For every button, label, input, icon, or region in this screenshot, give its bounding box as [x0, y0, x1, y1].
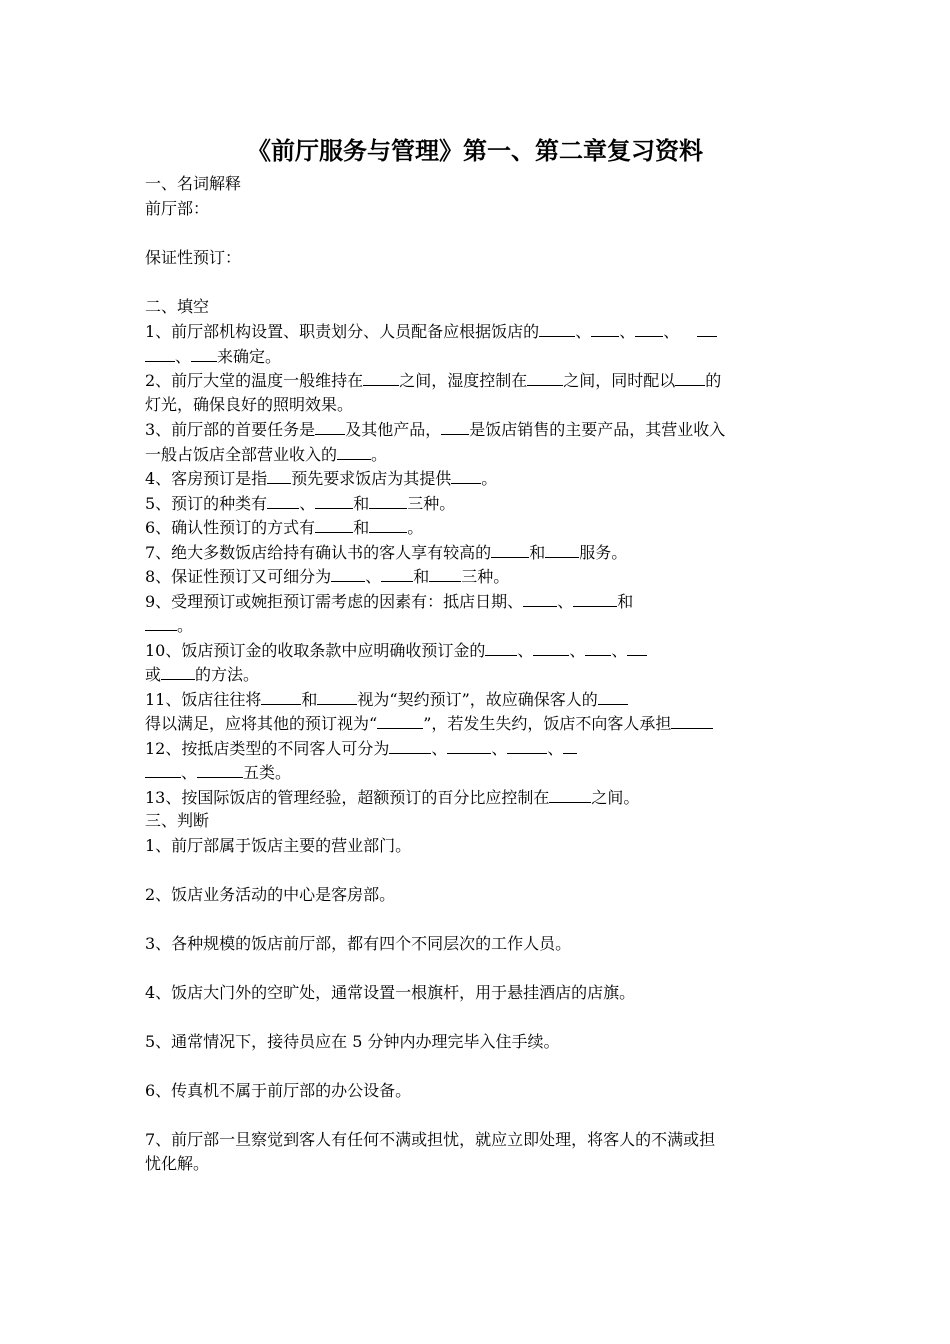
- fill-question-9-cont: 。: [145, 613, 825, 638]
- page-title: 《前厅服务与管理》第一、第二章复习资料: [247, 136, 703, 165]
- fill-question-4: 4、客房预订是指 预先要求饭店为其提供 。: [145, 466, 825, 491]
- section-heading-fill-in: 二、填空: [145, 296, 210, 316]
- section-heading-definitions: 一、名词解释: [145, 174, 242, 193]
- judge-item-7-cont: 忧化解。: [145, 1154, 210, 1173]
- fill-question-2-cont: 灯光，确保良好的照明效果。: [145, 394, 354, 414]
- fill-question-9: 9、受理预订或婉拒预订需考虑的因素有：抵店日期、 、 和: [145, 589, 825, 614]
- fill-question-2: 2、前厅大堂的温度一般维持在 之间，湿度控制在 之间，同时配以 的: [145, 368, 825, 393]
- judge-item-6: 6、传真机不属于前厅部的办公设备。: [145, 1080, 412, 1100]
- judge-item-1: 1、前厅部属于饭店主要的营业部门。: [145, 835, 412, 855]
- fill-question-13: 13、按国际饭店的管理经验，超额预订的百分比应控制在 之间。: [145, 785, 825, 810]
- fill-question-3: 3、前厅部的首要任务是 及其他产品， 是饭店销售的主要产品，其营业收入: [145, 417, 825, 442]
- section-heading-judgment: 三、判断: [145, 811, 210, 830]
- fill-question-12-cont: 、 五类。: [145, 760, 825, 785]
- judge-item-3: 3、各种规模的饭店前厅部，都有四个不同层次的工作人员。: [145, 933, 572, 953]
- fill-question-6: 6、确认性预订的方式有 和 。: [145, 515, 825, 540]
- fill-question-12: 12、按抵店类型的不同客人可分为 、 、 、: [145, 736, 825, 761]
- fill-question-5: 5、预订的种类有 、 和 三种。: [145, 491, 825, 516]
- document-body: [145, 172, 825, 1177]
- fill-question-3-cont: 一般占饭店全部营业收入的 。: [145, 442, 825, 467]
- fill-question-11: 11、饭店往往将 和 视为“契约预订”，故应确保客人的: [145, 687, 825, 712]
- fill-question-7: 7、绝大多数饭店给持有确认书的客人享有较高的 和 服务。: [145, 540, 825, 565]
- fill-question-1-cont: 、 来确定。: [145, 344, 825, 369]
- term-guaranteed-reservation: 保证性预订：: [145, 247, 242, 267]
- judge-item-2: 2、饭店业务活动的中心是客房部。: [145, 884, 396, 904]
- judge-item-4: 4、饭店大门外的空旷处，通常设置一根旗杆，用于悬挂酒店的店旗。: [145, 982, 636, 1002]
- term-front-office: 前厅部：: [145, 198, 210, 218]
- judge-item-7: 7、前厅部一旦察觉到客人有任何不满或担忧，就应立即处理，将客人的不满或担: [145, 1129, 716, 1149]
- fill-question-10-cont: 或 的方法。: [145, 662, 825, 687]
- judge-item-5: 5、通常情况下，接待员应在 5 分钟内办理完毕入住手续。: [145, 1031, 560, 1051]
- fill-question-8: 8、保证性预订又可细分为 、 和 三种。: [145, 564, 825, 589]
- fill-question-11-cont: 得以满足，应将其他的预订视为“ ”，若发生失约，饭店不向客人承担: [145, 711, 825, 736]
- fill-question-10: 10、饭店预订金的收取条款中应明确收预订金的 、 、 、: [145, 638, 825, 663]
- fill-question-1: 1、前厅部机构设置、职责划分、人员配备应根据饭店的 、 、 、: [145, 319, 825, 344]
